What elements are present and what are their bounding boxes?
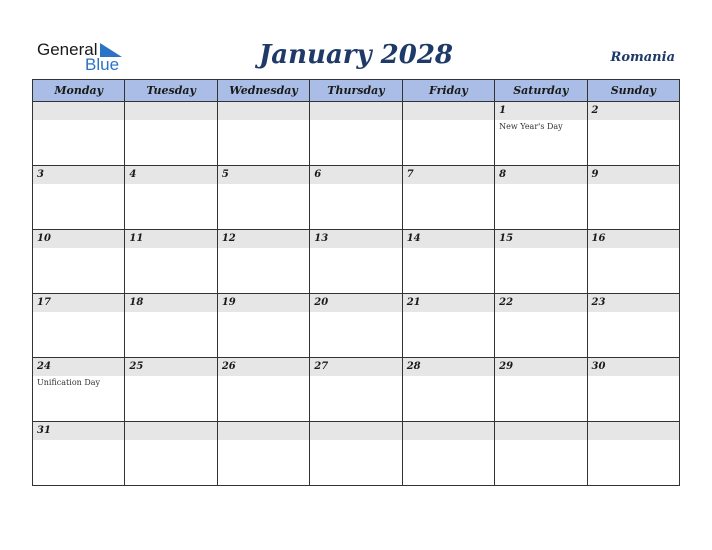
weekday-header: Sunday — [587, 80, 679, 102]
day-number: 10 — [33, 230, 124, 248]
day-number: 26 — [218, 358, 309, 376]
day-number — [125, 422, 216, 440]
day-number — [218, 102, 309, 120]
day-number: 13 — [310, 230, 401, 248]
weekday-header: Saturday — [495, 80, 587, 102]
day-cell — [33, 102, 125, 166]
calendar-grid — [32, 79, 680, 486]
day-cell — [310, 102, 402, 166]
day-cell — [33, 166, 125, 230]
country-label: Romania — [610, 50, 675, 65]
logo-text-general: General — [37, 40, 98, 59]
day-number: 22 — [495, 294, 586, 312]
week-row — [33, 102, 680, 166]
week-row — [33, 230, 680, 294]
weekday-header: Tuesday — [125, 80, 217, 102]
day-number: 15 — [495, 230, 586, 248]
day-number: 27 — [310, 358, 401, 376]
day-number: 8 — [495, 166, 586, 184]
day-number — [125, 102, 216, 120]
day-cell — [587, 166, 679, 230]
day-cell — [125, 422, 217, 486]
day-cell — [125, 230, 217, 294]
day-cell — [310, 358, 402, 422]
week-row — [33, 422, 680, 486]
day-number — [33, 102, 124, 120]
day-cell — [402, 358, 494, 422]
day-number: 11 — [125, 230, 216, 248]
logo-text-blue: Blue — [85, 55, 120, 74]
day-cell — [402, 230, 494, 294]
day-number: 24 — [33, 358, 124, 376]
day-cell — [587, 294, 679, 358]
day-cell — [217, 102, 309, 166]
day-number: 25 — [125, 358, 216, 376]
day-cell — [495, 166, 587, 230]
week-row — [33, 166, 680, 230]
day-number — [310, 102, 401, 120]
day-cell — [33, 294, 125, 358]
holiday-label: Unification Day — [37, 378, 101, 387]
day-cell — [587, 422, 679, 486]
day-number: 9 — [588, 166, 679, 184]
day-number: 28 — [403, 358, 494, 376]
day-number: 30 — [588, 358, 679, 376]
day-number: 4 — [125, 166, 216, 184]
day-cell — [310, 422, 402, 486]
day-cell — [495, 358, 587, 422]
day-cell — [310, 230, 402, 294]
day-cell — [33, 230, 125, 294]
day-number: 19 — [218, 294, 309, 312]
day-number: 20 — [310, 294, 401, 312]
day-cell — [217, 358, 309, 422]
day-cell — [310, 294, 402, 358]
day-cell — [495, 422, 587, 486]
day-number: 7 — [403, 166, 494, 184]
week-row — [33, 358, 680, 422]
day-cell — [125, 102, 217, 166]
day-number: 3 — [33, 166, 124, 184]
day-cell — [217, 230, 309, 294]
day-number — [495, 422, 586, 440]
holiday-label: New Year's Day — [499, 122, 563, 131]
weekday-header: Friday — [402, 80, 494, 102]
day-cell — [402, 102, 494, 166]
day-cell — [495, 102, 587, 166]
day-number — [588, 422, 679, 440]
day-number: 29 — [495, 358, 586, 376]
day-cell — [587, 358, 679, 422]
day-number: 2 — [588, 102, 679, 120]
day-cell — [125, 166, 217, 230]
day-cell — [217, 422, 309, 486]
day-number: 16 — [588, 230, 679, 248]
day-number: 5 — [218, 166, 309, 184]
day-number: 31 — [33, 422, 124, 440]
page-title: January 2028 — [258, 40, 454, 70]
day-cell — [217, 294, 309, 358]
day-cell — [217, 166, 309, 230]
weekday-header-row — [33, 80, 680, 102]
day-number: 1 — [495, 102, 586, 120]
day-number: 14 — [403, 230, 494, 248]
day-cell — [310, 166, 402, 230]
day-cell — [125, 294, 217, 358]
day-number: 12 — [218, 230, 309, 248]
weekday-header: Monday — [33, 80, 125, 102]
day-cell — [587, 102, 679, 166]
day-number: 23 — [588, 294, 679, 312]
day-number: 18 — [125, 294, 216, 312]
day-number — [218, 422, 309, 440]
day-number: 6 — [310, 166, 401, 184]
weekday-header: Wednesday — [217, 80, 309, 102]
weekday-header: Thursday — [310, 80, 402, 102]
week-row — [33, 294, 680, 358]
day-cell — [33, 358, 125, 422]
day-number — [403, 102, 494, 120]
day-cell — [495, 230, 587, 294]
day-cell — [587, 230, 679, 294]
day-cell — [125, 358, 217, 422]
day-number — [310, 422, 401, 440]
day-number: 21 — [403, 294, 494, 312]
day-cell — [402, 294, 494, 358]
day-cell — [402, 422, 494, 486]
day-number — [403, 422, 494, 440]
day-cell — [33, 422, 125, 486]
day-cell — [402, 166, 494, 230]
day-number: 17 — [33, 294, 124, 312]
day-cell — [495, 294, 587, 358]
